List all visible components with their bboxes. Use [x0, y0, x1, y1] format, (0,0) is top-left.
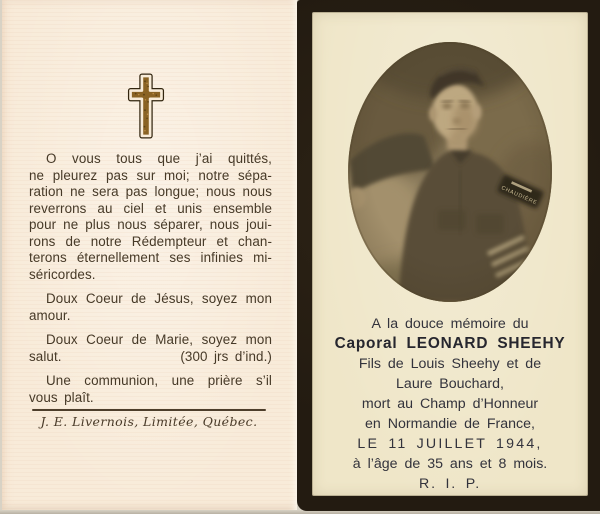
text-line: en Normandie de France,: [365, 416, 535, 432]
portrait-photo: [348, 42, 552, 302]
text-line: A la douce mémoire du: [371, 316, 529, 332]
text-line: [29, 349, 272, 366]
text-line-left: salut.: [29, 348, 62, 364]
text-line: ration ne sera pas longue; nous nous: [29, 184, 272, 199]
text-line: Fils de Louis Sheehy et de: [358, 356, 542, 372]
memorial-text: [312, 314, 588, 494]
printer-credit: J. E. Livernois, Limitée, Québec.: [40, 414, 258, 429]
text-line: mort au Champ d’Honneur: [361, 396, 539, 412]
text-line: vous plaît.: [29, 389, 94, 405]
printer-divider: [32, 409, 266, 411]
text-line: R. I. P.: [419, 476, 481, 492]
prayer-panel: [2, 0, 297, 510]
prayer-text: [29, 151, 272, 406]
text-line: Une communion, une prière s’il: [46, 373, 272, 388]
text-line: ne pleurez pas sur moi; notre sépa-: [29, 167, 272, 183]
text-line: reverrons au ciel et unis ensemble: [29, 200, 272, 216]
text-line: Laure Bouchard,: [396, 376, 504, 392]
text-line: pour ne plus nous séparer, nous joui-: [29, 217, 272, 232]
text-line: amour.: [29, 307, 71, 323]
scan-edge: [0, 510, 600, 514]
text-line: O vous tous que j’ai quittés,: [46, 151, 272, 166]
text-line: Doux Coeur de Marie, soyez mon: [46, 332, 272, 347]
text-line: rons de notre Rédempteur et chan-: [29, 233, 272, 249]
text-line: terons éternellement ses infinies mi-: [29, 250, 272, 265]
text-line: Caporal LEONARD SHEEHY: [334, 335, 566, 352]
cross-icon: [126, 73, 166, 139]
text-line: séricordes.: [29, 266, 96, 282]
text-line: LE 11 JUILLET 1944,: [357, 436, 543, 452]
text-line: à l’âge de 35 ans et 8 mois.: [352, 456, 548, 472]
text-line-right: (300 jrs d’ind.): [180, 348, 272, 364]
memorial-panel: [297, 0, 600, 511]
text-line: Doux Coeur de Jésus, soyez mon: [46, 291, 272, 306]
memorial-inner-panel: [312, 12, 588, 496]
